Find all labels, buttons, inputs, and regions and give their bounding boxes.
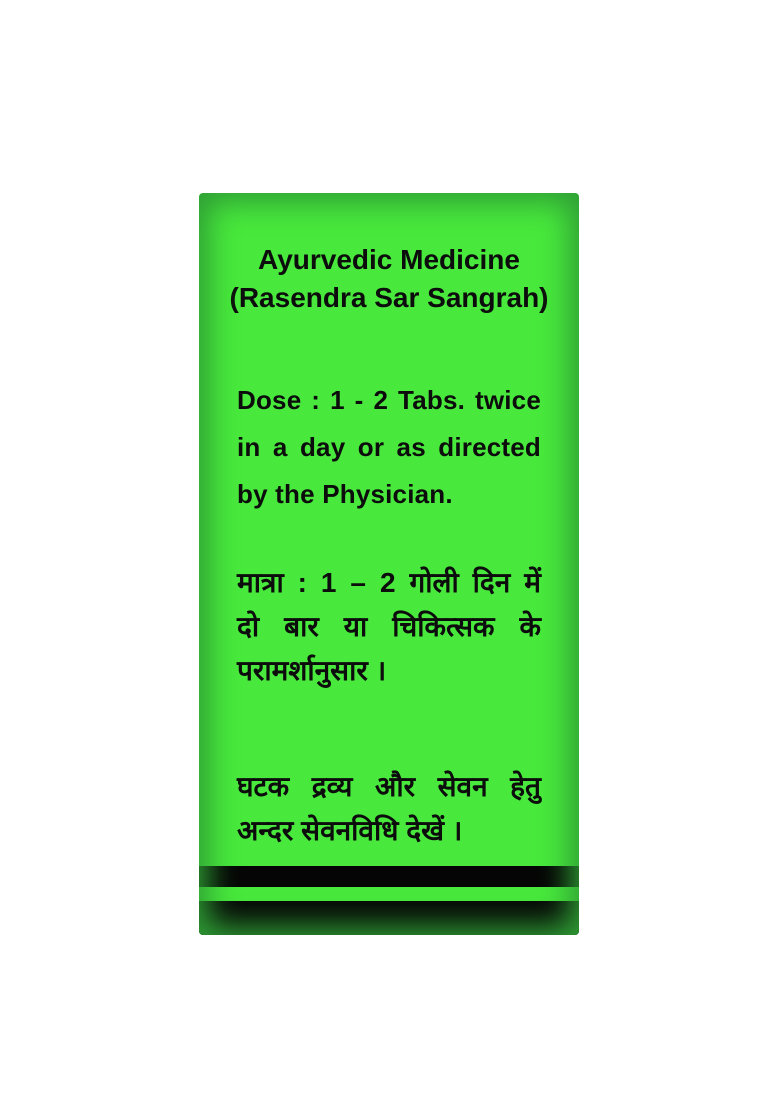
note-hi-line-2: अन्दर सेवनविधि देखें ।	[237, 815, 463, 846]
dose-en-line-2: in a day or as directed	[237, 432, 541, 462]
bottom-stripes	[199, 866, 579, 935]
medicine-label	[199, 193, 579, 935]
stripe-green-middle	[199, 887, 579, 901]
stripe-black-bottom	[199, 901, 579, 935]
dose-english-paragraph	[237, 377, 541, 518]
dose-hi-line-3: परामर्शानुसार ।	[237, 655, 387, 686]
dose-hi-line-1: मात्रा : 1 – 2 गोली दिन में	[237, 567, 541, 598]
dose-en-line-1: Dose : 1 - 2 Tabs. twice	[237, 385, 541, 415]
title-line-english: Ayurvedic Medicine	[258, 244, 520, 275]
dose-hindi-paragraph	[237, 561, 541, 693]
dose-en-line-3: by the Physician.	[237, 479, 453, 509]
dose-hi-line-2: दो बार या चिकित्सक के	[237, 611, 541, 642]
stripe-black-top	[199, 866, 579, 887]
label-title	[211, 241, 567, 317]
title-line-brand: (Rasendra Sar Sangrah)	[229, 282, 549, 313]
note-hi-line-1: घटक द्रव्य और सेवन हेतु	[237, 771, 541, 802]
ingredients-note-hindi-paragraph	[237, 765, 541, 853]
